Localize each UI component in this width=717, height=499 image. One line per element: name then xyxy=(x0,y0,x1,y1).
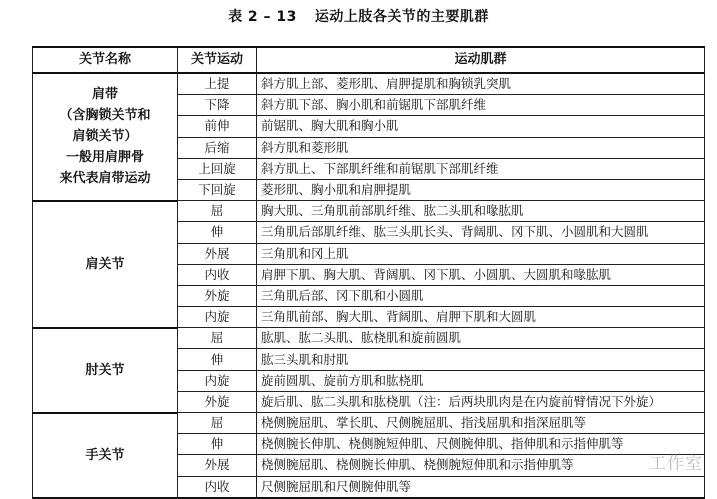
muscles-cell: 桡侧腕屈肌、桡侧腕长伸肌、桡侧腕短伸肌和示指伸肌等 xyxy=(257,455,705,476)
muscles-cell: 旋前圆肌、旋前方肌和肱桡肌 xyxy=(257,370,705,391)
joint-name-line: 肩锁关节） xyxy=(72,129,138,145)
muscles-cell: 菱形肌、胸小肌和肩胛提肌 xyxy=(257,179,705,200)
muscles-cell: 肩胛下肌、胸大肌、背阔肌、冈下肌、小圆肌、大圆肌和喙肱肌 xyxy=(257,264,705,285)
motion-cell: 上提 xyxy=(178,73,257,95)
header-row xyxy=(33,47,705,73)
table-row xyxy=(33,328,705,349)
muscles-cell: 桡侧腕屈肌、掌长肌、尺侧腕屈肌、指浅屈肌和指深屈肌等 xyxy=(257,413,705,434)
joint-name-line: 手关节 xyxy=(85,447,125,463)
motion-cell: 伸 xyxy=(178,222,257,243)
joint-name-cell xyxy=(33,328,178,413)
muscles-cell: 三角肌后部肌纤维、肱三头肌长头、背阔肌、冈下肌、小圆肌和大圆肌 xyxy=(257,222,705,243)
table-caption: 运动上肢各关节的主要肌群 xyxy=(314,9,489,25)
header-joint: 关节名称 xyxy=(33,47,178,73)
muscle-group-table xyxy=(32,46,705,499)
joint-name-line: 来代表肩带运动 xyxy=(59,171,151,187)
table-row xyxy=(33,73,705,95)
joint-name-line: （含胸锁关节和 xyxy=(59,108,151,124)
muscles-cell: 三角肌和冈上肌 xyxy=(257,243,705,264)
motion-cell: 前伸 xyxy=(178,116,257,137)
joint-name-line: 一般用肩胛骨 xyxy=(65,150,144,166)
table-number: 表 2 – 13 xyxy=(228,9,297,25)
joint-name-line: 肩关节 xyxy=(85,256,125,272)
table-title xyxy=(0,6,717,26)
joint-name-cell xyxy=(33,413,178,498)
muscles-cell: 斜方肌下部、胸小肌和前锯肌下部肌纤维 xyxy=(257,95,705,116)
muscles-cell: 三角肌后部、冈下肌和小圆肌 xyxy=(257,285,705,306)
motion-cell: 下回旋 xyxy=(178,179,257,200)
motion-cell: 屈 xyxy=(178,413,257,434)
table-body xyxy=(33,73,705,498)
motion-cell: 伸 xyxy=(178,349,257,370)
motion-cell: 外旋 xyxy=(178,285,257,306)
muscles-cell: 三角肌前部、胸大肌、背阔肌、肩胛下肌和大圆肌 xyxy=(257,307,705,328)
muscles-cell: 前锯肌、胸大肌和胸小肌 xyxy=(257,116,705,137)
joint-name-cell xyxy=(33,73,178,201)
muscles-cell: 胸大肌、三角肌前部肌纤维、肱二头肌和喙肱肌 xyxy=(257,201,705,222)
muscles-cell: 桡侧腕长伸肌、桡侧腕短伸肌、尺侧腕伸肌、指伸肌和示指伸肌等 xyxy=(257,434,705,455)
muscles-cell: 肱肌、肱二头肌、肱桡肌和旋前圆肌 xyxy=(257,328,705,349)
motion-cell: 屈 xyxy=(178,201,257,222)
muscles-cell: 斜方肌上、下部肌纤维和前锯肌下部肌纤维 xyxy=(257,158,705,179)
header-muscles: 运动肌群 xyxy=(257,47,705,73)
motion-cell: 外展 xyxy=(178,243,257,264)
motion-cell: 内收 xyxy=(178,264,257,285)
motion-cell: 屈 xyxy=(178,328,257,349)
motion-cell: 外旋 xyxy=(178,391,257,412)
joint-name-cell xyxy=(33,201,178,328)
motion-cell: 外展 xyxy=(178,455,257,476)
muscles-cell: 尺侧腕屈肌和尺侧腕伸肌等 xyxy=(257,476,705,498)
header-motion: 关节运动 xyxy=(178,47,257,73)
joint-name-line: 肘关节 xyxy=(85,362,125,378)
motion-cell: 内旋 xyxy=(178,370,257,391)
motion-cell: 内旋 xyxy=(178,307,257,328)
joint-name-line: 肩带 xyxy=(91,87,118,103)
motion-cell: 下降 xyxy=(178,95,257,116)
muscles-cell: 斜方肌上部、菱形肌、肩胛提肌和胸锁乳突肌 xyxy=(257,73,705,95)
table-row xyxy=(33,413,705,434)
muscles-cell: 肱三头肌和肘肌 xyxy=(257,349,705,370)
motion-cell: 后缩 xyxy=(178,137,257,158)
motion-cell: 伸 xyxy=(178,434,257,455)
motion-cell: 上回旋 xyxy=(178,158,257,179)
muscles-cell: 斜方肌和菱形肌 xyxy=(257,137,705,158)
watermark: 工作室 xyxy=(649,454,703,474)
table-row xyxy=(33,201,705,222)
motion-cell: 内收 xyxy=(178,476,257,498)
muscles-cell: 旋后肌、肱二头肌和肱桡肌（注：后两块肌肉是在内旋前臂情况下外旋） xyxy=(257,391,705,412)
